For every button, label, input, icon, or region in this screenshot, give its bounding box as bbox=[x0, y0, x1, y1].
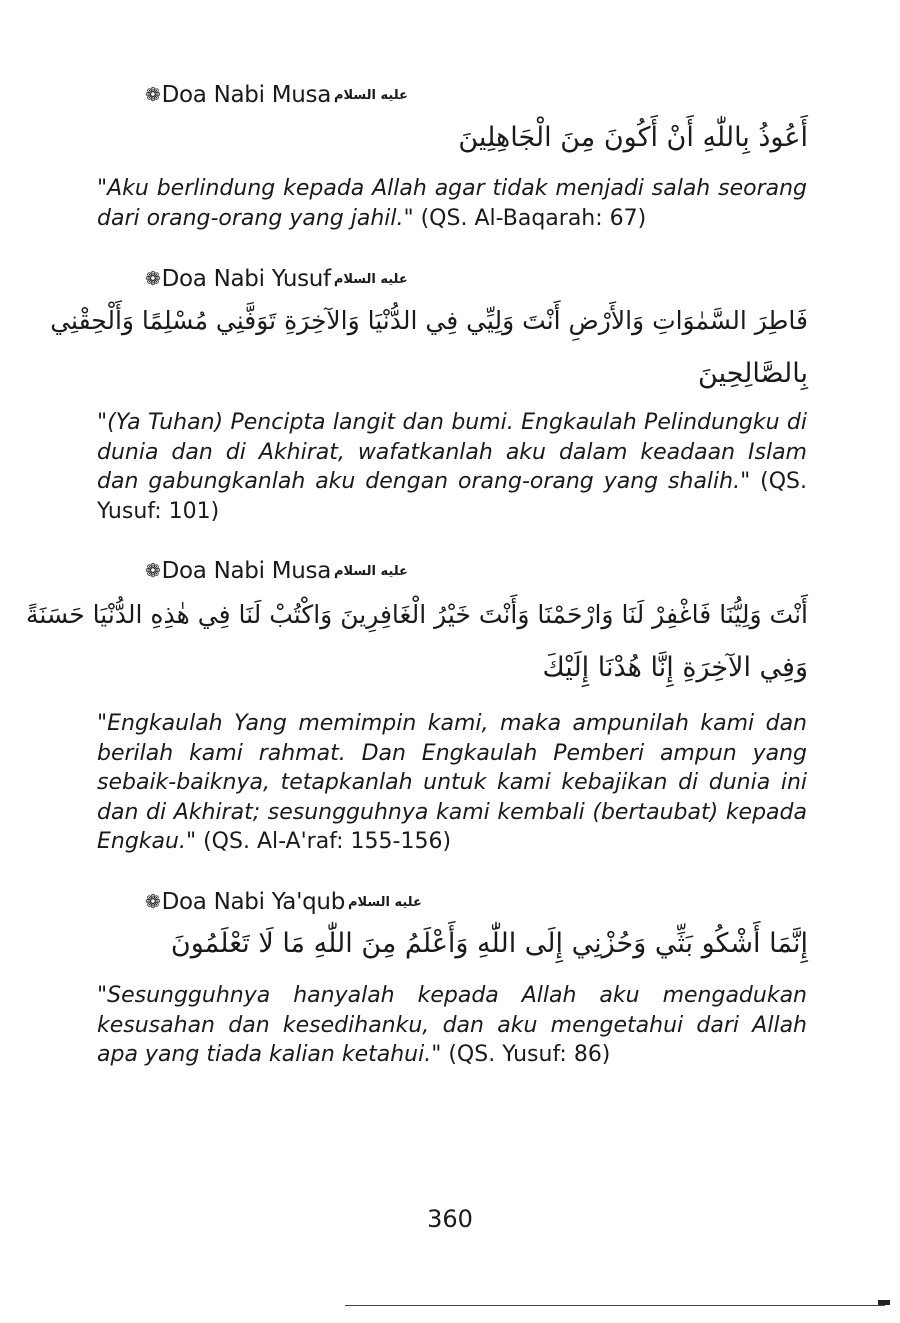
flower-ornament-icon: ❁ bbox=[145, 560, 161, 582]
heading-text: Doa Nabi Yusuf bbox=[161, 266, 331, 292]
heading-text: Doa Nabi Musa bbox=[161, 558, 332, 584]
honorific-text: عليه السلام bbox=[334, 563, 408, 579]
flower-ornament-icon: ❁ bbox=[145, 268, 161, 290]
flower-ornament-icon: ❁ bbox=[145, 84, 161, 106]
arabic-verse: أَعُوذُ بِاللّٰهِ أَنْ أَكُونَ مِنَ الْجَاهِلِينَ bbox=[458, 122, 808, 153]
arabic-verse: إِنَّمَا أَشْكُو بَثِّي وَحُزْنِي إِلَى اللّٰهِ وَأَعْلَمُ مِنَ اللّٰهِ مَا لَا تَعْلَمُونَ bbox=[170, 928, 808, 959]
verse-reference: (QS. Al-A'raf: 155-156) bbox=[196, 829, 452, 854]
verse-reference: (QS. Yusuf: 86) bbox=[441, 1042, 611, 1067]
footer-rule bbox=[345, 1305, 885, 1306]
translation-text: "(Ya Tuhan) Pencipta langit dan bumi. Engkaulah Pelindungku di dunia dan di Akhirat, wafatkanlah aku dalam keadaan Islam dan gabungkanlah aku dengan orang-orang yang shalih." bbox=[97, 410, 807, 494]
arabic-verse: بِالصَّالِحِينَ bbox=[698, 358, 808, 389]
translation-paragraph bbox=[97, 709, 807, 857]
section-heading bbox=[145, 558, 408, 584]
translation-text: "Aku berlindung kepada Allah agar tidak menjadi salah seorang dari orang-orang yang jahil." bbox=[97, 176, 807, 231]
arabic-verse: أَنْتَ وَلِيُّنَا فَاغْفِرْ لَنَا وَارْحَمْنَا وَأَنْتَ خَيْرُ الْغَافِرِينَ وَاكْتُبْ لَنَا فِي هٰذِهِ الدُّنْيَا حَسَنَةً bbox=[26, 600, 808, 629]
honorific-text: عليه السلام bbox=[348, 894, 422, 910]
heading-text: Doa Nabi Musa bbox=[161, 82, 332, 108]
translation-text: "Sesungguhnya hanyalah kepada Allah aku mengadukan kesusahan dan kesedihanku, dan aku mengetahui dari Allah apa yang tiada kalian ketahui." bbox=[97, 983, 807, 1067]
translation-text: "Engkaulah Yang memimpin kami, maka ampunilah kami dan berilah kami rahmat. Dan Engkaulah Pemberi ampun yang sebaik-baiknya, tetapkanlah untuk kami kebajikan di dunia ini dan di Akhirat; sesungguhnya kami kembali (bertaubat) kepada Engkau." bbox=[97, 711, 807, 854]
verse-reference: (QS. Yusuf: 101) bbox=[97, 469, 807, 524]
section-heading bbox=[145, 266, 408, 292]
translation-paragraph bbox=[97, 408, 807, 526]
footer-mark bbox=[878, 1300, 890, 1305]
arabic-verse: فَاطِرَ السَّمٰوَاتِ وَالأَرْضِ أَنْتَ وَلِيِّي فِي الدُّنْيَا وَالآخِرَةِ تَوَفَّنِي مُسْلِمًا وَأَلْحِقْنِي bbox=[50, 306, 808, 335]
page-number: 360 bbox=[427, 1205, 473, 1233]
verse-reference: (QS. Al-Baqarah: 67) bbox=[413, 205, 647, 231]
honorific-text: عليه السلام bbox=[333, 271, 408, 287]
section-heading bbox=[145, 889, 422, 915]
section-heading bbox=[145, 82, 408, 108]
arabic-verse: وَفِي الآخِرَةِ إِنَّا هُدْنَا إِلَيْكَ bbox=[542, 652, 808, 683]
honorific-text: عليه السلام bbox=[334, 87, 408, 103]
flower-ornament-icon: ❁ bbox=[145, 891, 161, 913]
heading-text: Doa Nabi Ya'qub bbox=[161, 889, 345, 915]
translation-paragraph bbox=[97, 981, 807, 1070]
translation-paragraph bbox=[97, 174, 807, 233]
